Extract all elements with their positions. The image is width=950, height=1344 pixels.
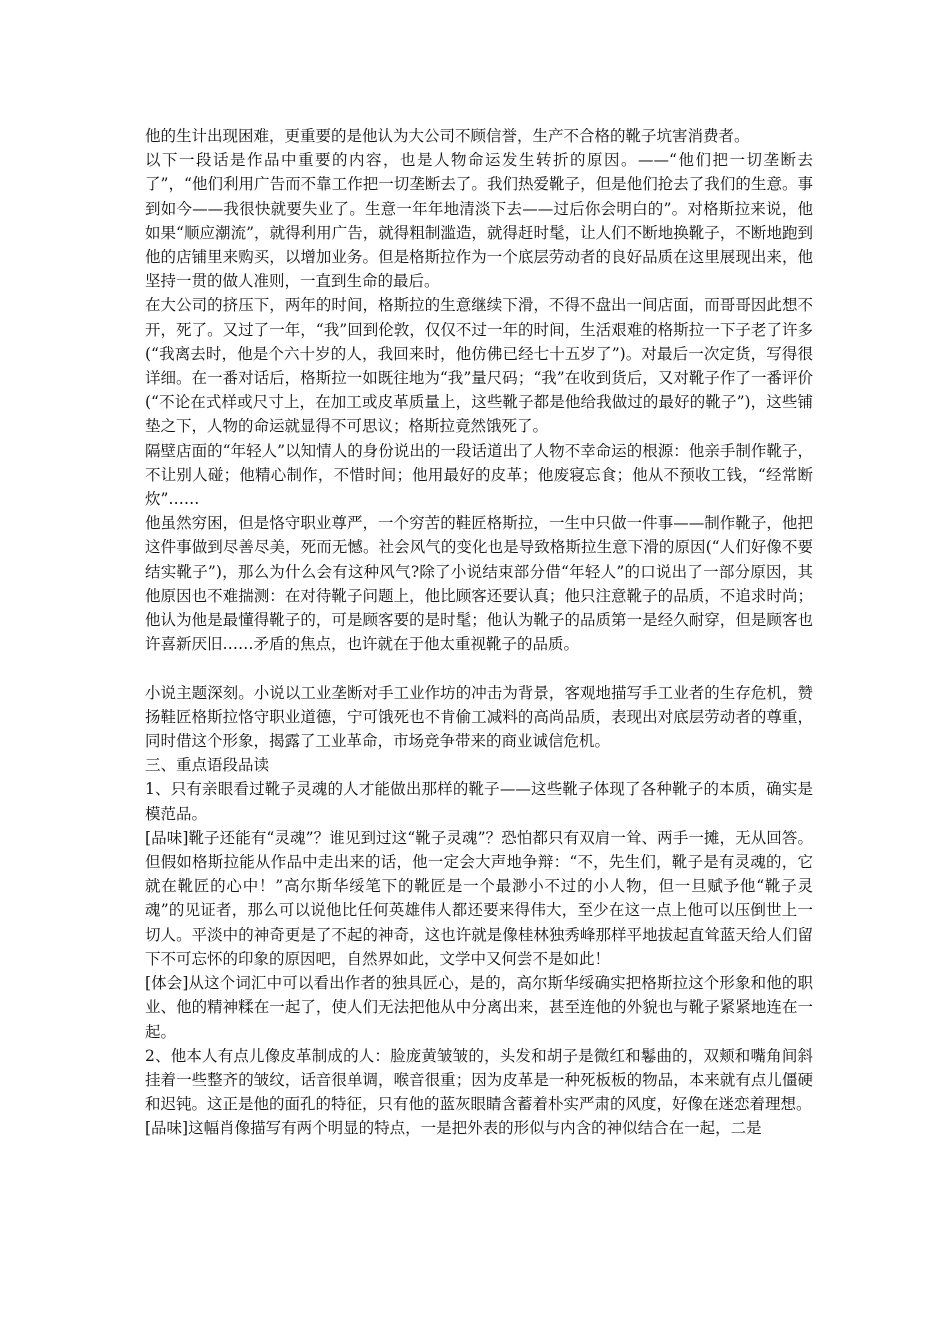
paragraph: 2、他本人有点儿像皮革制成的人：脸庞黄皱皱的，头发和胡子是微红和鬈曲的，双颊和嘴角间斜挂着一些整齐的皱纹，话音很单调，喉音很重；因为皮革是一种死板板的物品，本来就有点儿僵硬和迟钝。这正是他的面孔的特征，只有他的蓝灰眼睛含蓄着朴实严肃的风度，好像在迷恋着理想。 (145, 1046, 813, 1114)
paragraph: 以下一段话是作品中重要的内容，也是人物命运发生转折的原因。——“他们把一切垄断去了”，“他们利用广告而不靠工作把一切垄断去了。我们热爱靴子，但是他们抢去了我们的生意。事到如今——我很快就要失业了。生意一年年地清淡下去——过后你会明白的”。对格斯拉来说，他如果“顺应潮流”，就得利用广告，就得粗制滥造，就得赶时髦，让人们不断地换靴子，不断地跑到他的店铺里来购买，以增加业务。但是格斯拉作为一个底层劳动者的良好品质在这里展现出来，他坚持一贯的做人准则，一直到生命的最后。 (145, 151, 813, 291)
document-body (145, 124, 813, 1141)
paragraph: 1、只有亲眼看过靴子灵魂的人才能做出那样的靴子——这些靴子体现了各种靴子的本质，确实是模范品。 (145, 780, 813, 823)
blank-line (145, 656, 813, 680)
paragraph: [品味]这幅肖像描写有两个明显的特点，一是把外表的形似与内含的神似结合在一起，二是 (145, 1119, 762, 1138)
paragraph: 隔壁店面的“年轻人”以知情人的身份说出的一段话道出了人物不幸命运的根源：他亲手制作靴子，不让别人碰；他精心制作，不惜时间；他用最好的皮革；他废寝忘食；他从不预收工钱，“经常断炊”…… (145, 441, 813, 509)
paragraph: [品味]靴子还能有“灵魂”？谁见到过这“靴子灵魂”？恐怕都只有双肩一耸、两手一摊，无从回答。但假如格斯拉能从作品中走出来的话，他一定会大声地争辩：“不，先生们，靴子是有灵魂的，它就在靴匠的心中！”高尔斯华绥笔下的靴匠是一个最渺小不过的小人物，但一旦赋予他“靴子灵魂”的见证者，那么可以说他比任何英雄伟人都还要来得伟大，至少在这一点上他可以压倒世上一切人。平淡中的神奇更是了不起的神奇，这也许就是像桂林独秀峰那样平地拔起直耸蓝天给人们留下不可忘怀的印象的原因吧，自然界如此，文学中又何尝不是如此！ (145, 828, 813, 968)
paragraph: 在大公司的挤压下，两年的时间，格斯拉的生意继续下滑，不得不盘出一间店面，而哥哥因此想不开，死了。又过了一年，“我”回到伦敦，仅仅不过一年的时间，生活艰难的格斯拉一下子老了许多(“我离去时，他是个六十岁的人，我回来时，他仿佛已经七十五岁了”)。对最后一次定货，写得很详细。在一番对话后，格斯拉一如既往地为“我”量尺码；“我”在收到货后，又对靴子作了一番评价(“不论在式样或尺寸上，在加工或皮革质量上，这些靴子都是他给我做过的最好的靴子”)，这些铺垫之下，人物的命运就显得不可思议；格斯拉竟然饿死了。 (145, 296, 813, 436)
paragraph: [体会]从这个词汇中可以看出作者的独具匠心，是的，高尔斯华绥确实把格斯拉这个形象和他的职业、他的精神糅在一起了，使人们无法把他从中分离出来，甚至连他的外貌也与靴子紧紧地连在一起。 (145, 974, 813, 1041)
paragraph: 他虽然穷困，但是恪守职业尊严，一个穷苦的鞋匠格斯拉，一生中只做一件事——制作靴子，他把这件事做到尽善尽美，死而无憾。社会风气的变化也是导致格斯拉生意下滑的原因(“人们好像不要结实靴子”)，那么为什么会有这种风气?除了小说结束部分借“年轻人”的口说出了一部分原因，其他原因也不难揣测：在对待靴子问题上，他比顾客还要认真；他只注意靴子的品质，不追求时尚；他认为他是最懂得靴子的，可是顾客要的是时髦；他认为靴子的品质第一是经久耐穿，但是顾客也许喜新厌旧……矛盾的焦点，也许就在于他太重视靴子的品质。 (145, 514, 813, 654)
paragraph: 他的生计出现困难，更重要的是他认为大公司不顾信誉，生产不合格的靴子坑害消费者。 (145, 127, 750, 145)
paragraph: 小说主题深刻。小说以工业垄断对手工业作坊的冲击为背景，客观地描写手工业者的生存危机，赞扬鞋匠格斯拉恪守职业道德，宁可饿死也不肯偷工减料的高尚品质，表现出对底层劳动者的尊重，同时借这个形象，揭露了工业革命，市场竞争带来的商业诚信危机。 (145, 683, 813, 751)
section-heading: 三、重点语段品读 (145, 756, 270, 775)
